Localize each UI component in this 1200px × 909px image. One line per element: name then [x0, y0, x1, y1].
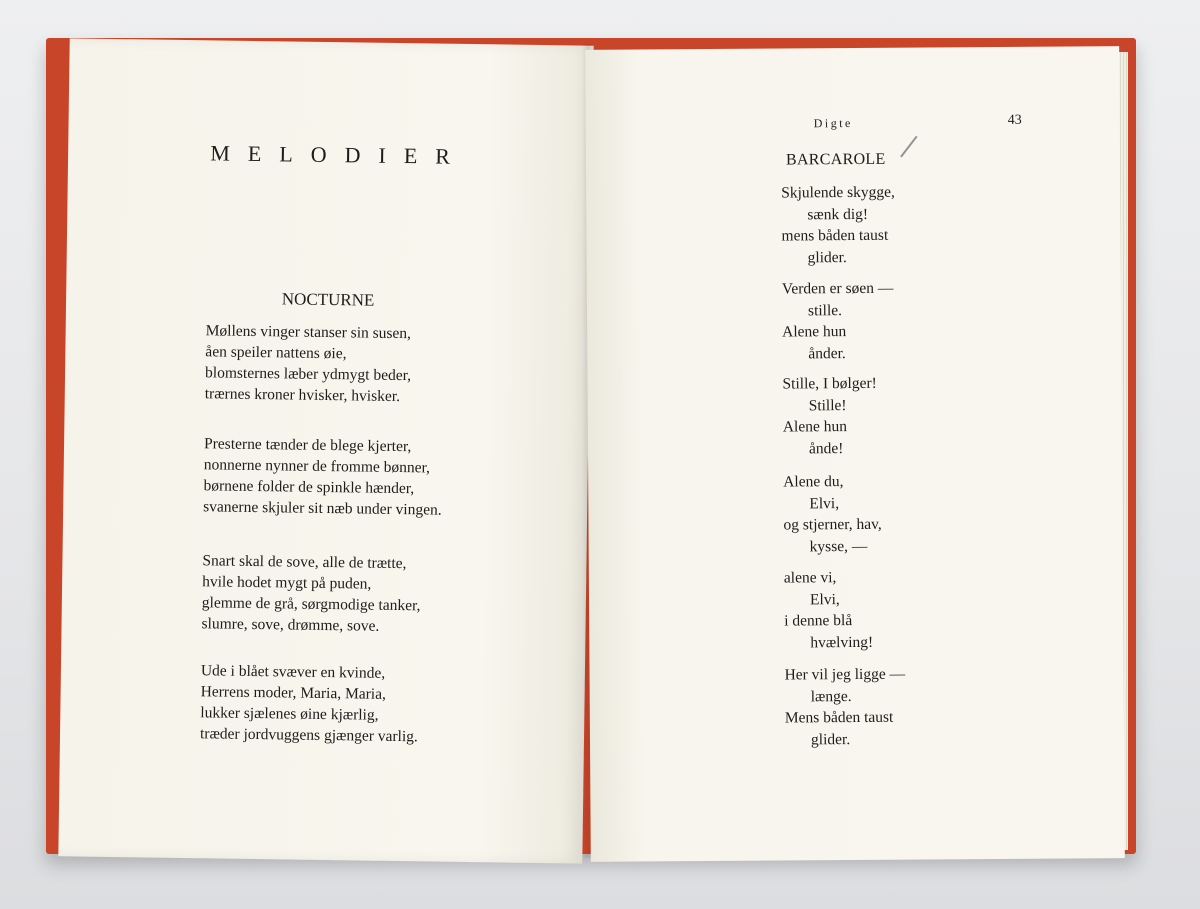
left-page	[58, 38, 593, 863]
verse-line: hvælving!	[810, 633, 874, 651]
verse-line: Elvi,	[809, 590, 840, 608]
verse-line: mens båden taust	[781, 226, 889, 245]
verse-line: Ude i blået svæver en kvinde,	[200, 662, 386, 682]
stanza-6	[784, 664, 905, 751]
verse-line: Her vil jeg ligge —	[784, 665, 906, 684]
verse-line: Verden er søen —	[781, 279, 894, 298]
stanza-4	[200, 660, 419, 747]
stanza-3	[782, 373, 877, 460]
verse-line: kysse, —	[809, 537, 868, 555]
verse-line: slumre, sove, drømme, sove.	[201, 615, 380, 635]
stanza-3	[201, 550, 421, 637]
poem-title-nocturne: NOCTURNE	[281, 289, 375, 310]
verse-line: Presterne tænder de blege kjerter,	[203, 435, 412, 456]
verse-line: træder jordvuggens gjænger varlig.	[199, 725, 418, 746]
verse-line: Stille, I bølger!	[782, 374, 877, 393]
right-page	[585, 46, 1125, 862]
verse-line: i denne blå	[784, 612, 853, 630]
verse-line: hvile hodet mygt på puden,	[202, 573, 372, 593]
stanza-1	[205, 320, 412, 407]
stanza-5	[784, 567, 873, 654]
verse-line: Alene hun	[782, 418, 848, 436]
stanza-4	[783, 471, 882, 558]
poem-title-barcarole: BARCAROLE	[785, 150, 886, 169]
verse-line: længe.	[810, 687, 852, 705]
stanza-2	[782, 278, 894, 365]
page-number: 43	[1007, 112, 1022, 128]
verse-line: børnene folder de spinkle hænder,	[203, 477, 415, 498]
verse-line: nonnerne nynner de fromme bønner,	[203, 456, 431, 477]
verse-line: Alene du,	[783, 473, 844, 491]
verse-line: stille.	[807, 301, 843, 319]
verse-line: Alene hun	[782, 323, 847, 341]
verse-line: svanerne skjuler sit næb under vingen.	[203, 498, 442, 519]
verse-line: Stille!	[808, 396, 847, 414]
verse-line: sænk dig!	[807, 205, 869, 223]
pencil-mark	[900, 136, 917, 158]
verse-line: Elvi,	[809, 494, 840, 512]
stanza-2	[203, 433, 443, 520]
verse-line: Herrens moder, Maria, Maria,	[200, 683, 387, 703]
verse-line: Møllens vinger stanser sin susen,	[205, 322, 412, 343]
verse-line: Snart skal de sove, alle de trætte,	[202, 552, 407, 573]
verse-line: Mens båden taust	[784, 708, 894, 727]
verse-line: Skjulende skygge,	[781, 183, 895, 202]
verse-line: glider.	[807, 248, 847, 266]
verse-line: ånde!	[808, 439, 844, 457]
verse-line: åen speiler nattens øie,	[205, 343, 347, 363]
verse-line: ånder.	[808, 344, 846, 362]
verse-line: lukker sjælenes øine kjærlig,	[200, 704, 379, 724]
verse-line: alene vi,	[783, 569, 837, 587]
book-title: MELODIER	[210, 140, 469, 169]
verse-line: glemme de grå, sørgmodige tanker,	[201, 594, 421, 615]
verse-line: glider.	[810, 730, 851, 748]
verse-line: blomsternes læber ydmygt beder,	[204, 364, 412, 385]
verse-line: og stjerner, hav,	[783, 515, 882, 534]
stanza-1	[781, 182, 895, 269]
running-head: Digte	[813, 116, 853, 131]
verse-line: trærnes kroner hvisker, hvisker.	[204, 385, 401, 406]
